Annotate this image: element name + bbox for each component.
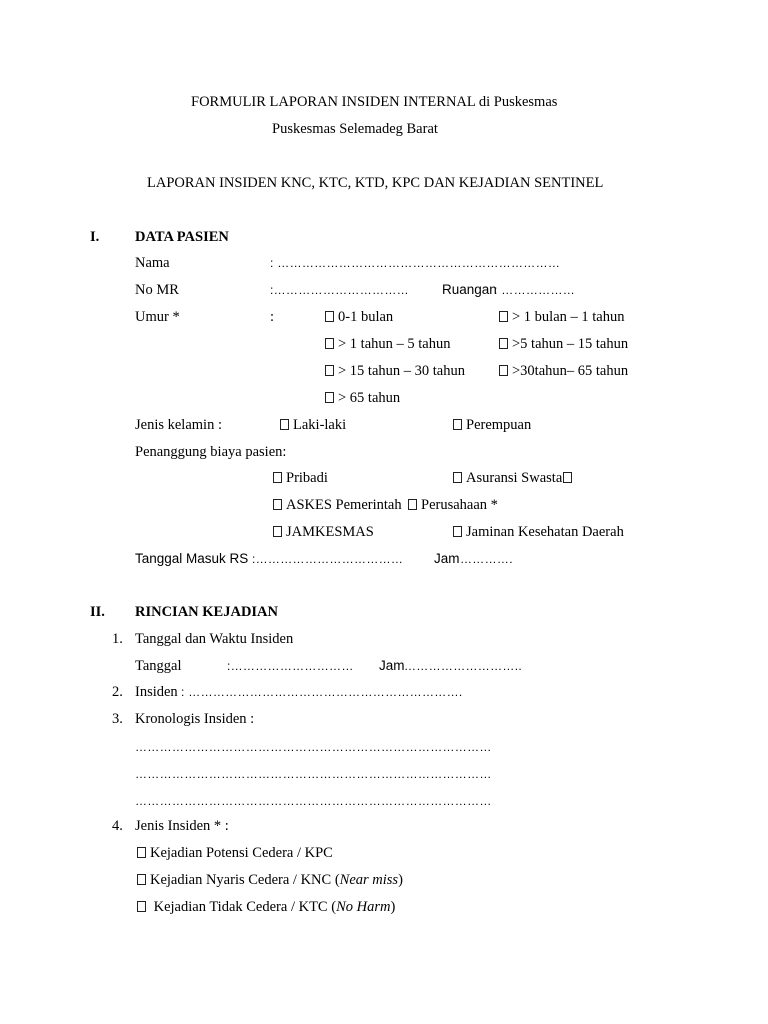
item-2-number: 2. [112, 684, 123, 700]
item-4-label: Jenis Insiden * : [135, 818, 229, 834]
form-subtitle: Puskesmas Selemadeg Barat [272, 121, 438, 137]
jam-masuk-field[interactable]: …………. [460, 552, 513, 566]
section-1-title: DATA PASIEN [135, 229, 229, 245]
umur-option-30-65-tahun[interactable]: >30tahun– 65 tahun [499, 362, 628, 380]
item-2-label: Insiden [135, 684, 178, 700]
penanggung-askes[interactable]: ASKES Pemerintah [273, 496, 402, 514]
penanggung-asuransi-swasta[interactable]: Asuransi Swasta [453, 469, 576, 487]
checkbox-icon[interactable] [280, 419, 289, 430]
checkbox-icon[interactable] [499, 338, 508, 349]
checkbox-icon[interactable] [273, 472, 282, 483]
checkbox-icon[interactable] [453, 419, 462, 430]
checkbox-icon[interactable] [453, 472, 462, 483]
umur-colon: : [270, 309, 275, 325]
jam-masuk-label: Jam [434, 551, 460, 566]
jenis-kelamin-laki[interactable]: Laki-laki [280, 416, 346, 434]
checkbox-icon[interactable] [499, 311, 508, 322]
jenis-insiden-knc[interactable]: Kejadian Nyaris Cedera / KNC (Near miss) [137, 871, 403, 889]
tanggal-masuk-field[interactable]: :……………………………… [252, 552, 404, 566]
ruangan-field[interactable]: : ……………… [494, 283, 576, 297]
jenis-insiden-ktc[interactable]: Kejadian Tidak Cedera / KTC (No Harm) [137, 898, 395, 916]
nomr-field[interactable]: :…………………………… [270, 283, 409, 297]
umur-option-1-5-tahun[interactable]: > 1 tahun – 5 tahun [325, 335, 450, 353]
section-2-number: II. [90, 604, 105, 620]
jam-insiden-field[interactable]: ……………………….. [404, 659, 522, 673]
insiden-field[interactable]: : …………………………………………………………. [181, 685, 463, 699]
kronologis-line-3[interactable]: …………………………………………………………………………… [135, 794, 492, 808]
nomr-label: No MR [135, 282, 179, 298]
checkbox-icon[interactable] [137, 901, 146, 912]
umur-option-0-1-bulan[interactable]: 0-1 bulan [325, 308, 393, 326]
checkbox-icon[interactable] [325, 338, 334, 349]
umur-option-65-tahun[interactable]: > 65 tahun [325, 389, 400, 407]
checkbox-icon[interactable] [137, 874, 146, 885]
section-2-title: RINCIAN KEJADIAN [135, 604, 278, 620]
penanggung-pribadi[interactable]: Pribadi [273, 469, 328, 487]
report-type-heading: LAPORAN INSIDEN KNC, KTC, KTD, KPC DAN KEJADIAN SENTINEL [147, 175, 604, 191]
penanggung-label: Penanggung biaya pasien: [135, 444, 287, 460]
tanggal-insiden-field[interactable]: :………………………… [227, 659, 354, 673]
jenis-insiden-kpc[interactable]: Kejadian Potensi Cedera / KPC [137, 844, 333, 862]
umur-option-15-30-tahun[interactable]: > 15 tahun – 30 tahun [325, 362, 465, 380]
umur-option-1bln-1thn[interactable]: > 1 bulan – 1 tahun [499, 308, 624, 326]
kronologis-line-2[interactable]: …………………………………………………………………………… [135, 767, 492, 781]
jenis-kelamin-label: Jenis kelamin : [135, 417, 222, 433]
item-4-number: 4. [112, 818, 123, 834]
checkbox-icon[interactable] [408, 499, 417, 510]
tanggal-insiden-label: Tanggal [135, 658, 182, 674]
nama-field[interactable]: : …………………………………………………………… [270, 256, 561, 270]
penanggung-perusahaan[interactable]: Perusahaan * [408, 496, 498, 514]
item-1-label: Tanggal dan Waktu Insiden [135, 631, 294, 647]
kronologis-line-1[interactable]: …………………………………………………………………………… [135, 740, 492, 754]
tanggal-masuk-label: Tanggal Masuk RS [135, 551, 249, 566]
ruangan-label: Ruangan [442, 282, 497, 297]
checkbox-icon[interactable] [273, 526, 282, 537]
penanggung-jamkesmas[interactable]: JAMKESMAS [273, 523, 374, 541]
checkbox-icon[interactable] [499, 365, 508, 376]
checkbox-icon[interactable] [325, 365, 334, 376]
checkbox-icon[interactable] [137, 847, 146, 858]
checkbox-icon[interactable] [325, 392, 334, 403]
jam-insiden-label: Jam [379, 658, 405, 673]
form-title: FORMULIR LAPORAN INSIDEN INTERNAL di Puskesmas [191, 94, 558, 110]
checkbox-icon[interactable] [273, 499, 282, 510]
umur-option-5-15-tahun[interactable]: >5 tahun – 15 tahun [499, 335, 628, 353]
section-1-number: I. [90, 229, 100, 245]
item-1-number: 1. [112, 631, 123, 647]
checkbox-icon[interactable] [563, 472, 572, 483]
umur-label: Umur * [135, 309, 180, 325]
checkbox-icon[interactable] [325, 311, 334, 322]
checkbox-icon[interactable] [453, 526, 462, 537]
item-3-label: Kronologis Insiden : [135, 711, 255, 727]
jenis-kelamin-perempuan[interactable]: Perempuan [453, 416, 531, 434]
penanggung-jamkesda[interactable]: Jaminan Kesehatan Daerah [453, 523, 624, 541]
item-3-number: 3. [112, 711, 123, 727]
nama-label: Nama [135, 255, 170, 271]
